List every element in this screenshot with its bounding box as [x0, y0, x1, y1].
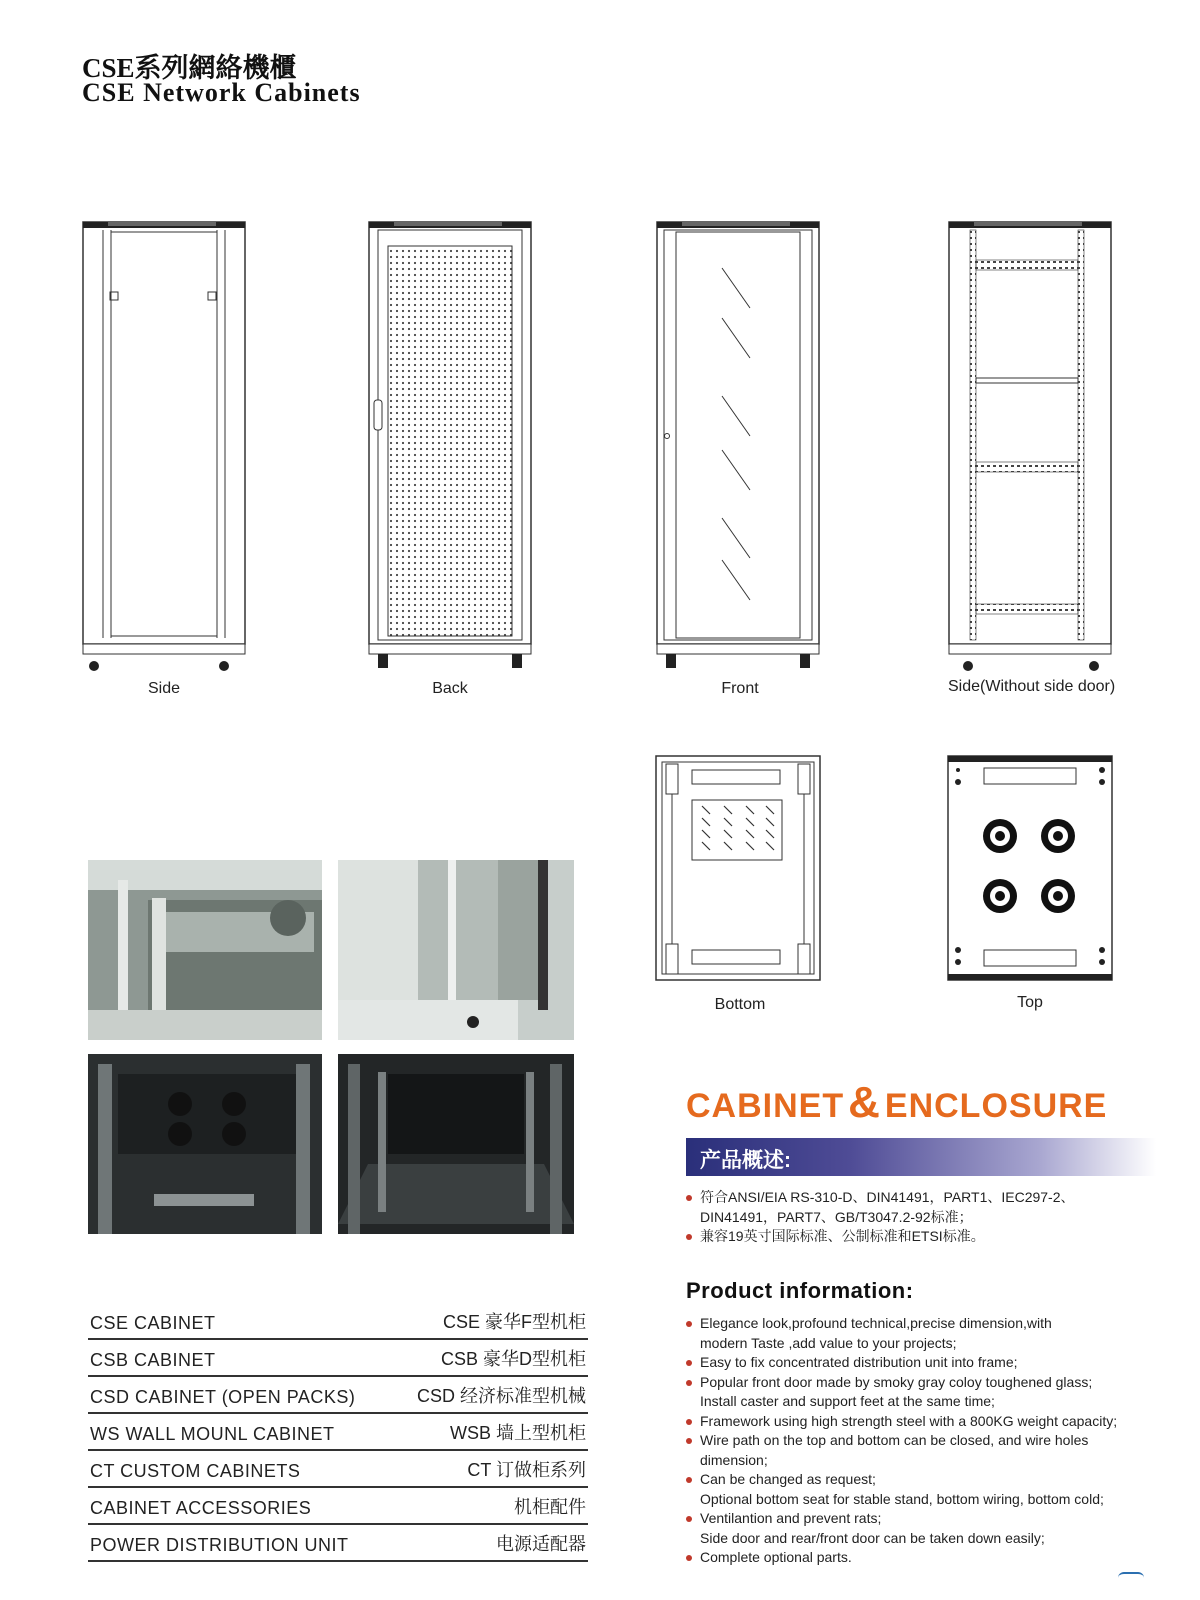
model-row [88, 1340, 588, 1377]
product-info-item: Popular front door made by smoky gray coloy toughened glass; [686, 1373, 1166, 1393]
product-info-item: Easy to fix concentrated distribution unit into frame; [686, 1353, 1166, 1373]
model-row [88, 1303, 588, 1340]
model-name-cn: CSE 豪华F型机柜 [442, 1312, 586, 1332]
product-info-item: Complete optional parts. [686, 1548, 1166, 1568]
brand-right: ENCLOSURE [884, 1087, 1108, 1125]
model-name-cn: 电源适配器 [496, 1534, 586, 1554]
brand-ampersand: & [848, 1078, 881, 1127]
product-info-heading: Product information: [686, 1278, 914, 1303]
cabinet-back-drawing [364, 218, 536, 674]
cabinet-photo-open-door [338, 860, 574, 1040]
model-row [88, 1414, 588, 1451]
model-name-en: CSB CABINET [90, 1350, 216, 1370]
product-info-item-continued: Side door and rear/front door can be taken down easily; [700, 1529, 1045, 1546]
product-info-item: Elegance look,profound technical,precise dimension,with [686, 1314, 1166, 1334]
overview-heading: 产品概述: [700, 1149, 791, 1172]
product-info-item: Ventilantion and prevent rats; [686, 1509, 1166, 1529]
caption-top: Top [1017, 994, 1043, 1011]
cabinet-bottom-drawing [652, 752, 824, 984]
cabinet-front-drawing [652, 218, 824, 674]
cabinet-photo-interior-top [88, 860, 322, 1040]
model-name-cn: CSD 经济标准型机械 [416, 1386, 586, 1406]
brand-heading [686, 1078, 1107, 1128]
caption-side: Side [147, 680, 181, 697]
caption-back: Back [432, 680, 468, 697]
product-info-item-continued: modern Taste ,add value to your projects; [700, 1334, 957, 1351]
model-name-en: WS WALL MOUNL CABINET [90, 1424, 335, 1444]
overview-item: 兼容19英寸国际标准、公制标准和ETSI标准。 [686, 1227, 1166, 1247]
model-name-en: CT CUSTOM CABINETS [90, 1461, 301, 1481]
model-name-cn: CSB 豪华D型机柜 [440, 1349, 586, 1369]
model-row [88, 1525, 588, 1562]
overview-heading-bar [686, 1138, 1156, 1176]
overview-item-continued: DIN41491，PART7、GB/T3047.2-92标准； [700, 1208, 973, 1225]
product-info-item-continued: Optional bottom seat for stable stand, bottom wiring, bottom cold; [700, 1490, 1104, 1507]
overview-item: 符合ANSI/EIA RS-310-D、DIN41491，PART1、IEC297-2、 [686, 1188, 1166, 1208]
product-info-item-continued: Install caster and support feet at the same time; [700, 1393, 995, 1409]
product-info-list [686, 1314, 1166, 1568]
caption-front: Front [721, 680, 759, 697]
model-name-en: CABINET ACCESSORIES [90, 1498, 312, 1518]
product-info-item: Can be changed as request; [686, 1470, 1166, 1490]
overview-list [686, 1188, 1166, 1247]
cabinet-photo-dark-bottom [338, 1054, 574, 1234]
product-info-item-continued: dimension; [700, 1451, 768, 1468]
cabinet-side-drawing [78, 218, 250, 674]
page-title-cn: CSE系列網絡機櫃 [82, 53, 297, 83]
model-list [88, 1303, 588, 1562]
brand-left: CABINET [686, 1087, 845, 1125]
cabinet-top-drawing [944, 752, 1116, 984]
model-row [88, 1451, 588, 1488]
product-info-item: Wire path on the top and bottom can be closed, and wire holes [686, 1431, 1166, 1451]
model-name-en: POWER DISTRIBUTION UNIT [90, 1535, 349, 1555]
model-name-en: CSE CABINET [90, 1313, 216, 1333]
caption-bottom: Bottom [714, 996, 766, 1013]
model-name-cn: WSB 墙上型机柜 [449, 1423, 586, 1443]
page-title-en: CSE Network Cabinets [82, 78, 361, 107]
footer-logo-mark [1118, 1572, 1144, 1580]
model-name-cn: 机柜配件 [514, 1497, 586, 1517]
model-row [88, 1377, 588, 1414]
model-name-cn: CT 订做柜系列 [467, 1460, 586, 1480]
model-row [88, 1488, 588, 1525]
caption-side-without-door: Side(Without side door) [948, 678, 1116, 695]
model-name-en: CSD CABINET (OPEN PACKS) [90, 1387, 356, 1407]
product-info-item: Framework using high strength steel with a 800KG weight capacity; [686, 1412, 1166, 1432]
cabinet-side-without-door-drawing [944, 218, 1116, 674]
cabinet-photo-dark-top [88, 1054, 322, 1234]
